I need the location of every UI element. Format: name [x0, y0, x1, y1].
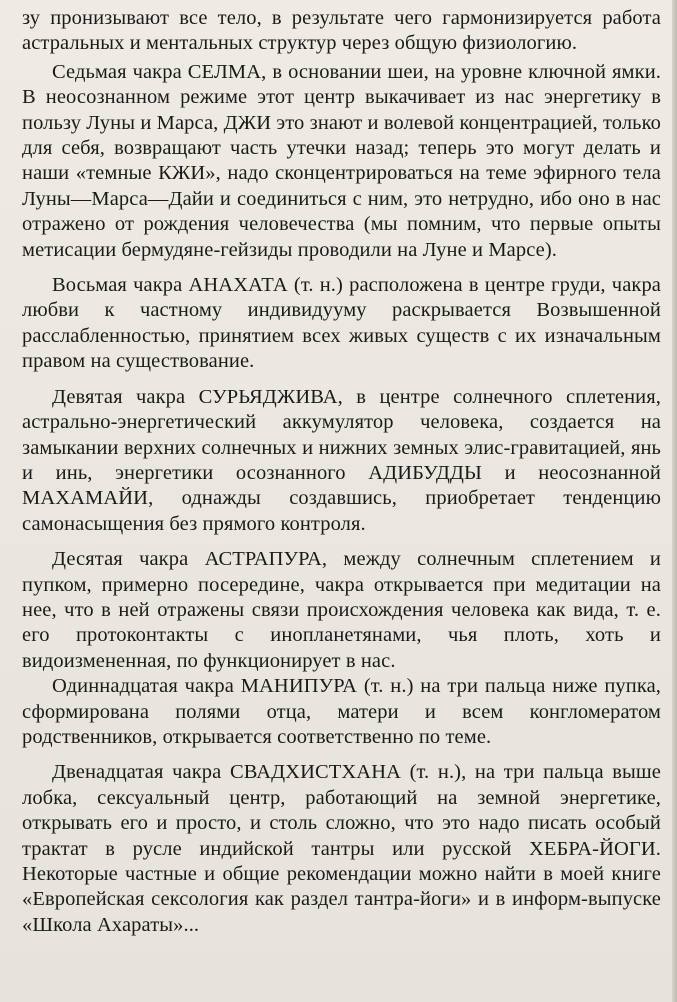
text-line: ния, астрально-энергетический аккумулятор человека, соз — [22, 385, 661, 434]
text-line: са—Дайи и соединиться с ним, это нетрудно, ибо оно в нас — [129, 187, 661, 210]
page-edge — [672, 0, 677, 1002]
text-line: надо писать особый трактат в русле индийской тантры или — [22, 812, 661, 860]
text-line: теме. — [445, 725, 492, 748]
text-line: нас энергетику в пользу Луны и Марса, ДЖИ это знают и — [22, 86, 661, 134]
text-line: зиологию. — [486, 32, 578, 55]
text-line: ниже пупка, сформирована полями отца, матери и всем кон — [22, 675, 661, 723]
text-line: Десятая чакра АСТРАПУРА, между солнечным сплетени — [52, 548, 612, 571]
paragraph-chakra-7 — [22, 60, 661, 263]
text-line: приобретает тенденцию самонасыщения без прямого контро — [22, 487, 661, 535]
text-line: ца выше лобка, сексуальный центр, работающий на земной — [22, 761, 661, 809]
text-line: зу пронизывают все тело, в результате чего гармонизируется — [22, 7, 593, 29]
text-line: дации можно найти в моей книге «Европейская сексология — [22, 863, 661, 911]
text-line: утечки назад; теперь это могут делать и наши «темные КЖИ», — [22, 137, 661, 185]
paragraph-chakra-11 — [22, 674, 661, 750]
text-line: БУДДЫ и неосознанной МАХАМАЙИ, однажды создавшись, — [22, 461, 661, 510]
text-line: ной ямки. В неосознанном режиме этот центр выкачивает из — [22, 60, 661, 109]
text-line: Марсе). — [488, 238, 557, 261]
text-line: раты»... — [131, 913, 200, 936]
page-text — [22, 6, 661, 938]
text-line: энергетике, открывать его и просто, и столь сложно, что это — [22, 786, 662, 835]
text-line: ем и пупком, примерно посередине, чакра открывается при — [22, 548, 661, 596]
text-line: человека как вида, т. е. его протоконтакты с инопланетянами, — [22, 598, 661, 647]
paragraph-chakra-8 — [22, 273, 661, 375]
text-line: как раздел тантра-йоги» и в информ-выпуске «Школа Аха — [22, 888, 661, 936]
text-line: гломератом родственников, открывается соответственно по — [22, 700, 661, 748]
text-line: волевой концентрацией, только для себя, возвращают часть — [22, 111, 661, 160]
text-line: медитации на нее, что в ней отражены связи происхождения — [22, 573, 661, 621]
paragraph-chakra-9 — [22, 385, 661, 537]
text-line: опыты метисации бермудяне-гейзиды проводили на Луне и — [22, 213, 661, 261]
text-line: Седьмая чакра СЕЛМА, в основании шеи, на уровне ключ — [52, 60, 574, 83]
text-line: Одиннадцатая чакра МАНИПУРА (т. н.) на три пальца — [52, 675, 546, 698]
text-line: отражено от рождения человечества (мы помним, что первые — [22, 213, 594, 236]
text-line: груди, чакра любви к частному индивидууму раскрывается — [22, 274, 661, 322]
text-line: ществ с их изначальным правом на существование. — [22, 324, 661, 373]
text-line: работа астральных и ментальных структур через общую фи — [22, 7, 661, 55]
paragraph-chakra-10 — [22, 547, 661, 674]
text-line: элис-гравитацией, янь и инь, энергетики осознанного АДИ — [22, 436, 661, 484]
paragraph-continuation — [22, 6, 661, 57]
text-line: чья плоть, хоть и видоизмененная, по функционирует в нас. — [22, 624, 661, 672]
text-line: Возвышенной расслабленностью, принятием всех живых су — [22, 299, 661, 347]
text-line: Девятая чакра СУРЬЯДЖИВА, в центре солнечного сплете — [52, 385, 625, 408]
text-line: Двенадцатая чакра СВАДХИСТХАНА (т. н.), на три паль — [52, 761, 584, 784]
paragraph-chakra-12 — [22, 760, 661, 938]
text-line: надо сконцентрироваться на теме эфирного тела Луны—Мар — [22, 162, 661, 210]
text-line: русской ХЕБРА-ЙОГИ. Некоторые частные и общие рекомен — [22, 837, 662, 885]
text-line: дается на замыкании верхних солнечных и нижних земных — [22, 411, 661, 459]
text-line: ля. — [340, 512, 366, 535]
text-line: Восьмая чакра АНАХАТА (т. н.) расположена в центре — [52, 274, 545, 297]
